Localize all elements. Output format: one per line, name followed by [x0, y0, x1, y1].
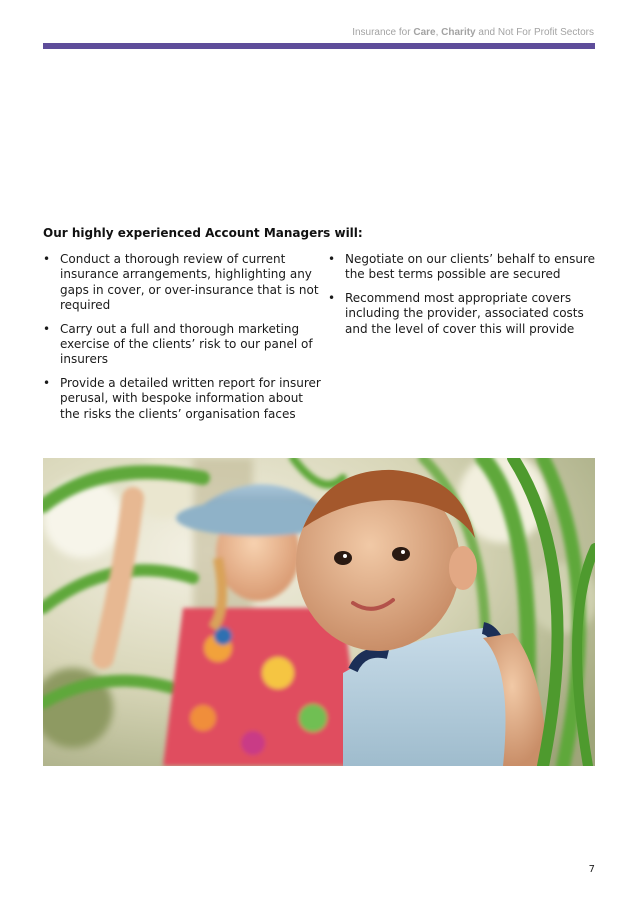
header-tagline	[352, 27, 594, 38]
header-care: Care	[413, 27, 436, 38]
bullet-item: • Provide a detailed written report for insurer perusal, with bespoke information about the risks the clients’ organisation faces	[43, 376, 323, 422]
header-prefix: Insurance for	[352, 27, 414, 38]
page-number: 7	[588, 864, 595, 875]
header-charity: Charity	[441, 27, 476, 38]
bullet-list-left	[43, 252, 323, 430]
children-playground-photo	[43, 458, 595, 766]
header-separator: ,	[435, 27, 442, 38]
header-accent-bar	[43, 43, 595, 49]
intro-heading: Our highly experienced Account Managers will:	[43, 226, 363, 240]
bullet-item: • Carry out a full and thorough marketing exercise of the clients’ risk to our panel of insurers	[43, 322, 323, 368]
photo-illustration	[43, 458, 595, 766]
bullet-item: • Recommend most appropriate covers including the provider, associated costs and the level of cover this will provide	[328, 291, 598, 337]
bullet-list-right	[328, 252, 598, 345]
bullet-item: • Negotiate on our clients’ behalf to ensure the best terms possible are secured	[328, 252, 598, 283]
bullet-item: • Conduct a thorough review of current insurance arrangements, highlighting any gaps in cover, or over-insurance that is not required	[43, 252, 323, 314]
header-suffix: and Not For Profit Sectors	[475, 27, 594, 38]
